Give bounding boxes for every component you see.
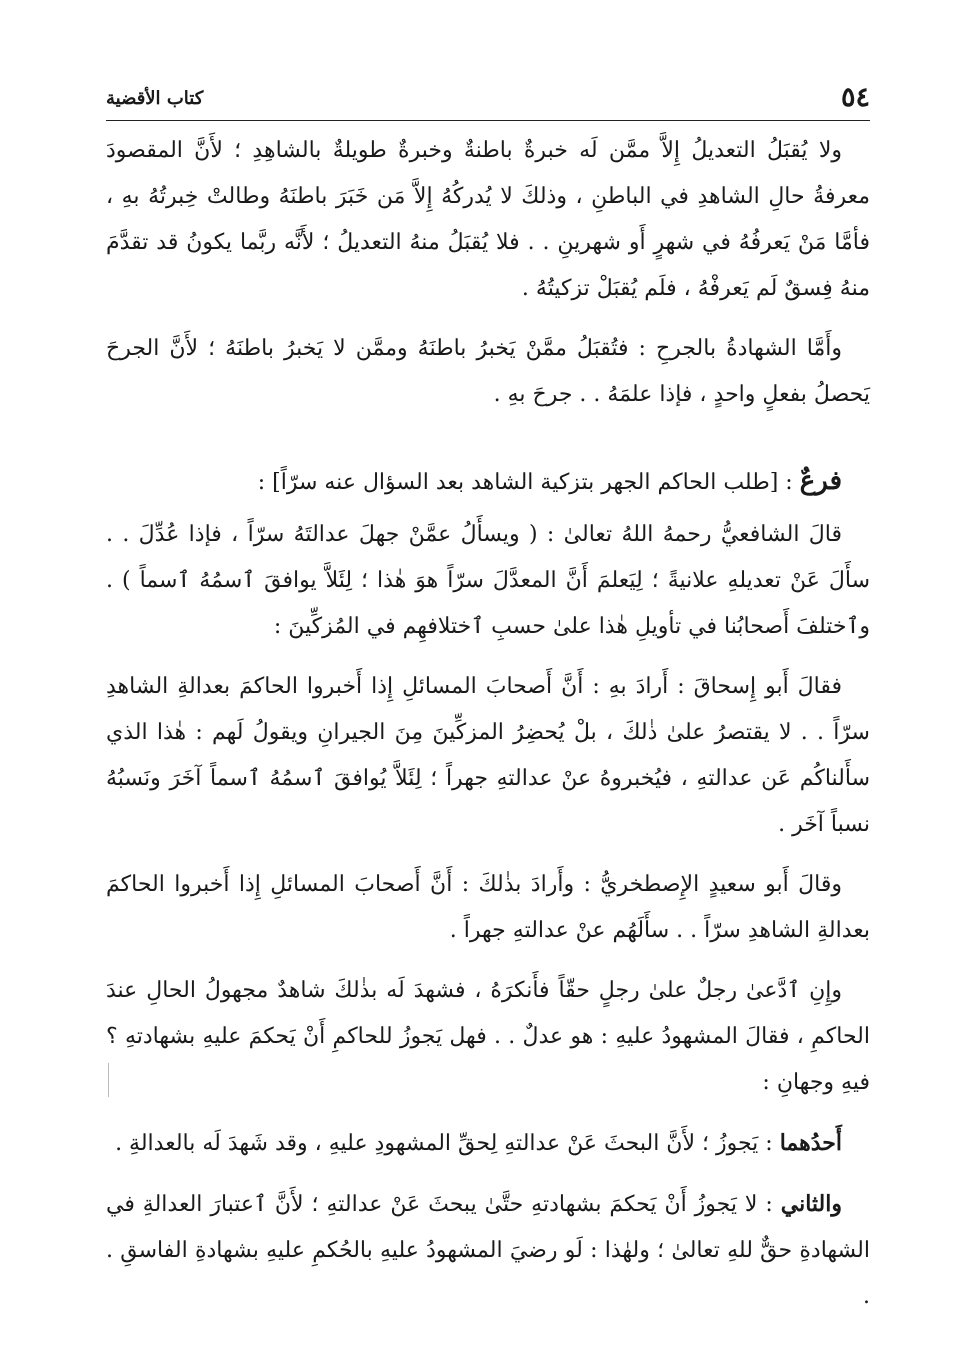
page-number: ٥٤	[840, 82, 870, 113]
paragraph-daawa: وإِنِ ٱدَّعىٰ رجلٌ علىٰ رجلٍ حقّاً فأَنكرَهُ ، فشهدَ لَه بذٰلكَ شاهدٌ مجهولُ الحالِ عندَ الحاكمِ ، فقالَ المشهودُ عليهِ : هو عدلٌ . . فهل يَجوزُ للحاكمِ أَنْ يَحكمَ عليهِ بشهادتهِ ؟ فيهِ وجهانِ :	[106, 978, 870, 1095]
paragraph-abu-ishaq: فقالَ أَبو إِسحاقَ : أَرادَ بهِ : أَنَّ أَصحابَ المسائلِ إِذا أَخبروا الحاكمَ بعدالةِ الشاهدِ سرّاً . . لا يقتصرُ علىٰ ذٰلكَ ، بلْ يُحضِرُ المزكِّينَ مِنَ الجيرانِ ويقولُ لَهم : هٰذا الذي سأَلناكُم عَن عدالتهِ ، فيُخبروهُ عنْ عدالتهِ جهراً ؛ لِئَلاَّ يُوافقَ ٱسمُهُ ٱسماً آخَرَ ونَسبُهُ نسباً آخَر .	[106, 674, 870, 837]
paragraph-istakhri: وقالَ أَبو سعيدٍ الإِصطخريُّ : وأَرادَ بذٰلكَ : أَنَّ أَصحابَ المسائلِ إِذا أَخبروا الحاكمَ بعدالةِ الشاهدِ سرّاً . . سأَلَهُم عنْ عدالتهِ جهراً .	[106, 872, 870, 943]
first-view-label: أَحدُهما	[779, 1130, 842, 1156]
paragraph-first-view	[106, 1120, 870, 1167]
first-view-text: : يَجوزُ ؛ لأَنَّ البحثَ عَنْ عدالتهِ لِحقِّ المشهودِ عليهِ ، وقد شَهدَ لَه بالعدالةِ .	[115, 1131, 780, 1156]
far-title: : [طلب الحاكم الجهر بتزكية الشاهد بعد السؤال عنه سرّاً] :	[257, 470, 800, 495]
page-body	[106, 128, 870, 1334]
running-title: كتاب الأقضية	[106, 88, 204, 109]
paragraph-shafii: قالَ الشافعيُّ رحمهُ اللهُ تعالىٰ : ( ويسأَلُ عمَّنْ جهلَ عدالتَهُ سرّاً ، فإذا عُدِّلَ . . سأَلَ عَنْ تعديلهِ علانيةً ؛ لِيَعلمَ أَنَّ المعدَّلَ سرّاً هوَ هٰذا ؛ لِئَلاَّ يوافقَ ٱسمُهُ ٱسماً ) . وٱختلفَ أَصحابُنا في تأويلِ هٰذا علىٰ حسبِ ٱختلافهِم في المُزكِّينَ :	[106, 522, 870, 639]
page-header	[106, 80, 870, 121]
second-view-text: : لا يَجوزُ أَنْ يَحكمَ بشهادتهِ حتَّىٰ يبحثَ عَنْ عدالتهِ ؛ لأَنَّ ٱعتبارَ العدالةِ في الشهادةِ حقٌّ للهِ تعالىٰ ؛ ولهٰذا : لَو رضيَ المشهودُ عليهِ بالحُكمِ عليهِ بشهادةِ الفاسقِ . .	[106, 1192, 870, 1309]
paragraph-second-view	[106, 1181, 870, 1320]
scan-mark	[108, 1063, 109, 1097]
far-heading	[106, 458, 870, 506]
far-label: فرعٌ	[799, 466, 842, 496]
paragraph-tadil: ولا يُقبَلُ التعديلُ إِلاَّ ممَّن لَه خبرةٌ باطنةٌ وخبرةٌ طويلةٌ بالشاهِدِ ؛ لأَنَّ المقصودَ معرفةُ حالِ الشاهدِ في الباطنِ ، وذلكَ لا يُدركُهُ إِلاَّ مَن خَبَرَ باطنَهُ وطالتْ خِبرتُهُ بهِ ، فأمَّا مَنْ يَعرفُهُ في شهرٍ أَو شهرينِ . . فلا يُقبَلُ منهُ التعديلُ ؛ لأَنَّه ربَّما يكونُ قد تقدَّمَ منهُ فِسقٌ لَم يَعرفْهُ ، فلَم يُقبَلْ تزكيتُهُ .	[106, 138, 870, 301]
paragraph-jarh: وأَمَّا الشهادةُ بالجرحِ : فتُقبَلُ ممَّنْ يَخبرُ باطنَهُ وممَّن لا يَخبرُ باطنَهُ ؛ لأَنَّ الجرحَ يَحصلُ بفعلٍ واحدٍ ، فإذا علمَهُ . . جرحَ بهِ .	[106, 336, 870, 407]
second-view-label: والثاني	[780, 1191, 842, 1217]
